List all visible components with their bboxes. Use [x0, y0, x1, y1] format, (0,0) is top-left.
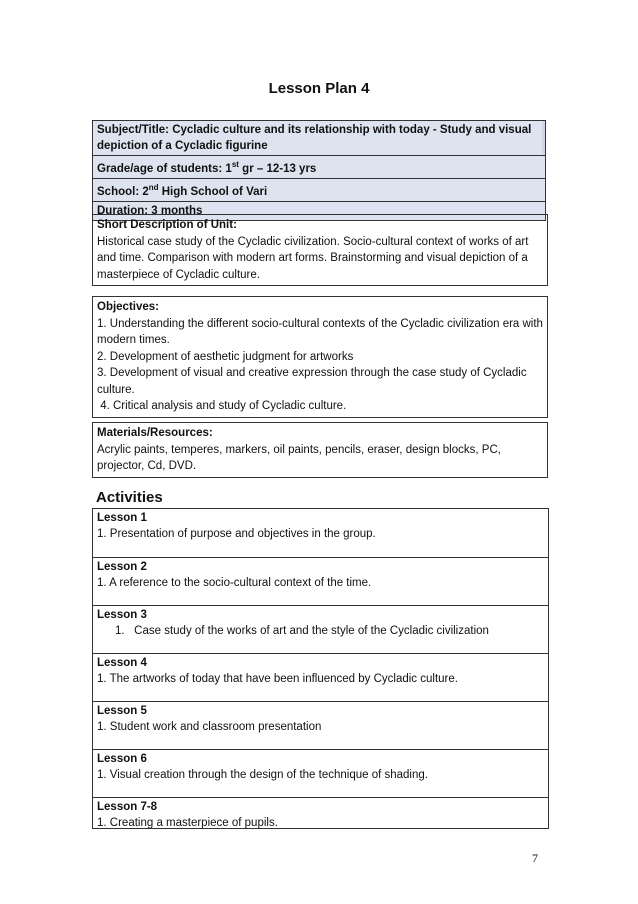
lesson-item: 1. Presentation of purpose and objectives in the group.: [97, 528, 376, 540]
materials-text: Acrylic paints, temperes, markers, oil paints, pencils, eraser, design blocks, PC, projector, Cd, DVD.: [97, 443, 501, 472]
lesson-info-table: [92, 120, 546, 221]
description-box: [92, 214, 548, 286]
lesson-item: 1. Visual creation through the design of the technique of shading.: [97, 769, 428, 781]
objective-item: 3. Development of visual and creative expression through the case study of Cycladic culture.: [97, 367, 527, 396]
grade-suffix: gr – 12-13 yrs: [238, 162, 317, 175]
lesson-item: 1. Creating a masterpiece of pupils.: [97, 817, 278, 829]
page-number: 7: [532, 851, 538, 865]
objectives-box: [92, 296, 548, 418]
page-title: Lesson Plan 4: [268, 80, 370, 97]
lesson-title: Lesson 7-8: [97, 801, 158, 813]
lesson-row: [93, 605, 548, 653]
materials-label: Materials/Resources:: [97, 427, 213, 439]
lesson-row: [93, 653, 548, 701]
materials-box: [92, 422, 548, 478]
objective-item: 1. Understanding the different socio-cultural contexts of the Cycladic civilization era with modern times.: [97, 317, 543, 346]
school-row: [93, 178, 545, 201]
lesson-row: [93, 509, 548, 557]
school-suffix: High School of Vari: [158, 185, 268, 198]
objectives-label: Objectives:: [97, 301, 159, 313]
objective-item: 4. Critical analysis and study of Cycladic culture.: [97, 400, 347, 412]
lesson-row: [93, 701, 548, 749]
lesson-title: Lesson 5: [97, 705, 147, 717]
lesson-row: [93, 749, 548, 797]
objective-item: 2. Development of aesthetic judgment for artworks: [97, 350, 354, 363]
lesson-title: Lesson 4: [97, 657, 147, 669]
lesson-title: Lesson 3: [97, 609, 147, 621]
activities-heading: Activities: [96, 489, 163, 506]
grade-superscript: st: [231, 160, 239, 169]
description-text: Historical case study of the Cycladic civilization. Socio-cultural context of works of art and time. Comparison with modern art forms. Brainstorming and visual depiction of a masterpiece of Cycladic culture.: [97, 235, 529, 281]
subject-row: Subject/Title: Cycladic culture and its relationship with today - Study and visual depiction of a Cycladic figurine: [93, 121, 545, 155]
lesson-item: 1. A reference to the socio-cultural context of the time.: [97, 577, 372, 589]
lesson-title: Lesson 2: [97, 561, 147, 573]
grade-prefix: Grade/age of students: 1: [97, 162, 232, 175]
lesson-item: 1. Case study of the works of art and the style of the Cycladic civilization: [115, 625, 489, 637]
lesson-item: 1. The artworks of today that have been influenced by Cycladic culture.: [97, 673, 458, 685]
school-superscript: nd: [148, 182, 159, 192]
grade-row: [93, 155, 545, 178]
lesson-row: [93, 557, 548, 605]
lesson-title: Lesson 1: [97, 512, 147, 524]
duration-row: Duration: 3 months: [93, 201, 545, 220]
lesson-item: 1. Student work and classroom presentation: [97, 721, 322, 733]
lesson-row: [93, 797, 548, 828]
description-label: Short Description of Unit:: [97, 219, 237, 231]
activities-table: [92, 508, 549, 829]
school-prefix: School: 2: [97, 185, 149, 198]
lesson-title: Lesson 6: [97, 753, 147, 765]
